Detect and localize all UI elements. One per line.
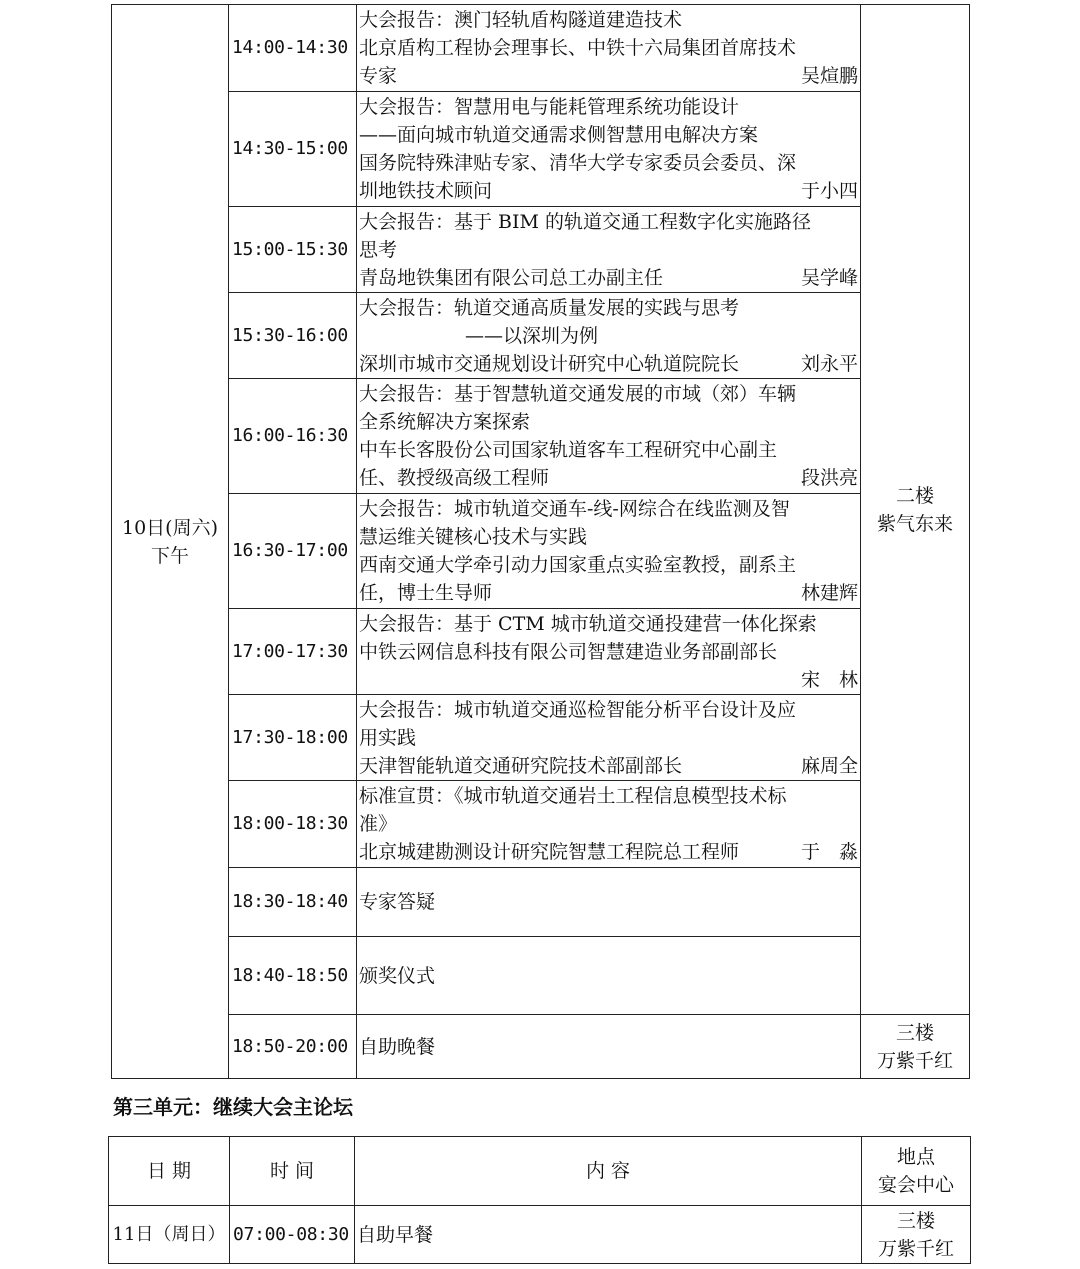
speaker-name: 麻周全 (800, 754, 858, 777)
talk-title: 大会报告：轨道交通高质量发展的实践与思考 (359, 296, 740, 319)
table-row (112, 937, 970, 1015)
speaker-line (359, 752, 858, 780)
session-item: 颁奖仪式 (359, 964, 436, 987)
talk-title-cont: 准》 (359, 813, 398, 835)
table-row (112, 92, 970, 207)
speaker-line (359, 838, 858, 866)
speaker-affiliation: 圳地铁技术顾问 (359, 180, 493, 202)
venue-cell (861, 5, 970, 1015)
talk-title-cont: 慧运维关键核心技术与实践 (359, 526, 588, 548)
speaker-name: 吴学峰 (800, 266, 858, 289)
speaker-line (359, 177, 858, 205)
speaker-name: 段洪亮 (800, 467, 858, 489)
talk-title: 大会报告：澳门轻轨盾构隧道建造技术 (359, 9, 683, 31)
section-title: 第三单元：继续大会主论坛 (113, 1095, 353, 1119)
content-cell (357, 379, 861, 494)
table-row (112, 868, 970, 937)
speaker-line (359, 666, 858, 694)
time-cell: 14:00-14:30 (229, 5, 357, 92)
talk-subtitle: ——以深圳为例 (465, 324, 599, 347)
day-label-line1: 10日(周六) (121, 516, 218, 539)
speaker-affiliation: 深圳市城市交通规划设计研究中心轨道院院长 (359, 352, 740, 375)
time-cell: 14:30-15:00 (229, 92, 357, 207)
time-cell: 18:30-18:40 (229, 868, 357, 937)
content-cell (357, 781, 861, 868)
speaker-affiliation: 中车长客股份公司国家轨道客车工程研究中心副主 (359, 439, 778, 461)
talk-title-cont: 全系统解决方案探索 (359, 411, 531, 433)
time-cell: 16:00-16:30 (229, 379, 357, 494)
talk-title-cont: 思考 (359, 238, 398, 261)
content-cell (357, 868, 861, 937)
speaker-affiliation: 专家 (359, 65, 398, 87)
speaker-line (359, 464, 858, 492)
time-cell: 17:00-17:30 (229, 609, 357, 695)
day-label-line2: 下午 (150, 544, 189, 567)
speaker-affiliation: 国务院特殊津贴专家、清华大学专家委员会委员、深 (359, 152, 797, 174)
speaker-name: 刘永平 (800, 352, 858, 375)
venue-floor: 三楼 (895, 1021, 934, 1044)
speaker-affiliation: 青岛地铁集团有限公司总工办副主任 (359, 266, 664, 289)
date-cell: 11日（周日） (109, 1206, 230, 1264)
talk-subtitle: ——面向城市轨道交通需求侧智慧用电解决方案 (359, 124, 759, 146)
venue-cell (861, 1015, 970, 1079)
speaker-affiliation: 任，博士生导师 (359, 582, 493, 604)
content-cell (357, 937, 861, 1015)
time-cell: 07:00-08:30 (230, 1206, 355, 1264)
time-cell: 18:50-20:00 (229, 1015, 357, 1079)
time-cell: 18:00-18:30 (229, 781, 357, 868)
venue-hall: 万紫千红 (877, 1237, 954, 1260)
header-time: 时 间 (230, 1137, 355, 1206)
content-cell (357, 494, 861, 609)
content-cell (357, 5, 861, 92)
speaker-name: 吴煊鹏 (800, 65, 858, 87)
session-item: 专家答疑 (359, 891, 436, 913)
schedule-table (111, 4, 970, 1079)
table-row (112, 1015, 970, 1079)
speaker-line (359, 350, 858, 378)
venue-cell (862, 1206, 971, 1264)
speaker-line (359, 579, 858, 607)
speaker-line (359, 264, 858, 292)
speaker-affiliation: 北京盾构工程协会理事长、中铁十六局集团首席技术 (359, 37, 797, 59)
session-item: 自助早餐 (357, 1223, 434, 1246)
speaker-affiliation: 西南交通大学牵引动力国家重点实验室教授，副系主 (359, 554, 797, 576)
talk-title: 大会报告：智慧用电与能耗管理系统功能设计 (359, 96, 740, 118)
header-venue-hall: 宴会中心 (877, 1174, 954, 1196)
table-row (112, 781, 970, 868)
time-cell: 17:30-18:00 (229, 695, 357, 781)
speaker-line (359, 62, 858, 90)
talk-title: 大会报告：城市轨道交通巡检智能分析平台设计及应 (359, 698, 797, 721)
content-cell (357, 609, 861, 695)
section3-table (108, 1136, 971, 1264)
day-cell (112, 5, 229, 1079)
talk-title: 大会报告：基于 BIM 的轨道交通工程数字化实施路径 (359, 210, 812, 233)
table-row (112, 609, 970, 695)
speaker-affiliation: 天津智能轨道交通研究院技术部副部长 (359, 754, 683, 777)
time-cell: 18:40-18:50 (229, 937, 357, 1015)
venue-hall: 紫气东来 (876, 512, 953, 535)
table-row (112, 293, 970, 379)
time-cell: 15:30-16:00 (229, 293, 357, 379)
speaker-affiliation: 北京城建勘测设计研究院智慧工程院总工程师 (359, 841, 740, 863)
header-date: 日 期 (109, 1137, 230, 1206)
speaker-name: 林建辉 (800, 582, 858, 604)
session-item: 自助晚餐 (359, 1035, 436, 1058)
content-cell (357, 1015, 861, 1079)
content-cell (355, 1206, 862, 1264)
talk-title: 大会报告：基于 CTM 城市轨道交通投建营一体化探索 (359, 612, 817, 635)
venue-hall: 万紫千红 (876, 1049, 953, 1072)
speaker-name: 于 淼 (800, 841, 858, 863)
speaker-affiliation: 任、教授级高级工程师 (359, 467, 550, 489)
venue-floor: 三楼 (896, 1209, 935, 1232)
header-row (109, 1137, 971, 1206)
speaker-affiliation: 中铁云网信息科技有限公司智慧建造业务部副部长 (359, 640, 778, 663)
table-row (112, 494, 970, 609)
table-row (112, 695, 970, 781)
content-cell (357, 293, 861, 379)
header-venue-label: 地点 (896, 1146, 935, 1168)
talk-title: 大会报告：城市轨道交通车-线-网综合在线监测及智 (359, 498, 790, 520)
talk-title: 标准宣贯：《城市轨道交通岩土工程信息模型技术标 (359, 785, 787, 807)
table-row (109, 1206, 971, 1264)
header-content: 内 容 (355, 1137, 862, 1206)
talk-title-cont: 用实践 (359, 726, 417, 749)
content-cell (357, 92, 861, 207)
table-row (112, 5, 970, 92)
venue-floor: 二楼 (895, 484, 934, 507)
time-cell: 15:00-15:30 (229, 207, 357, 293)
speaker-name: 于小四 (800, 180, 858, 202)
content-cell (357, 207, 861, 293)
table-row (112, 379, 970, 494)
table-row (112, 207, 970, 293)
header-venue (862, 1137, 971, 1206)
time-cell: 16:30-17:00 (229, 494, 357, 609)
content-cell (357, 695, 861, 781)
speaker-name: 宋 林 (800, 668, 858, 691)
talk-title: 大会报告：基于智慧轨道交通发展的市域（郊）车辆 (359, 383, 797, 405)
